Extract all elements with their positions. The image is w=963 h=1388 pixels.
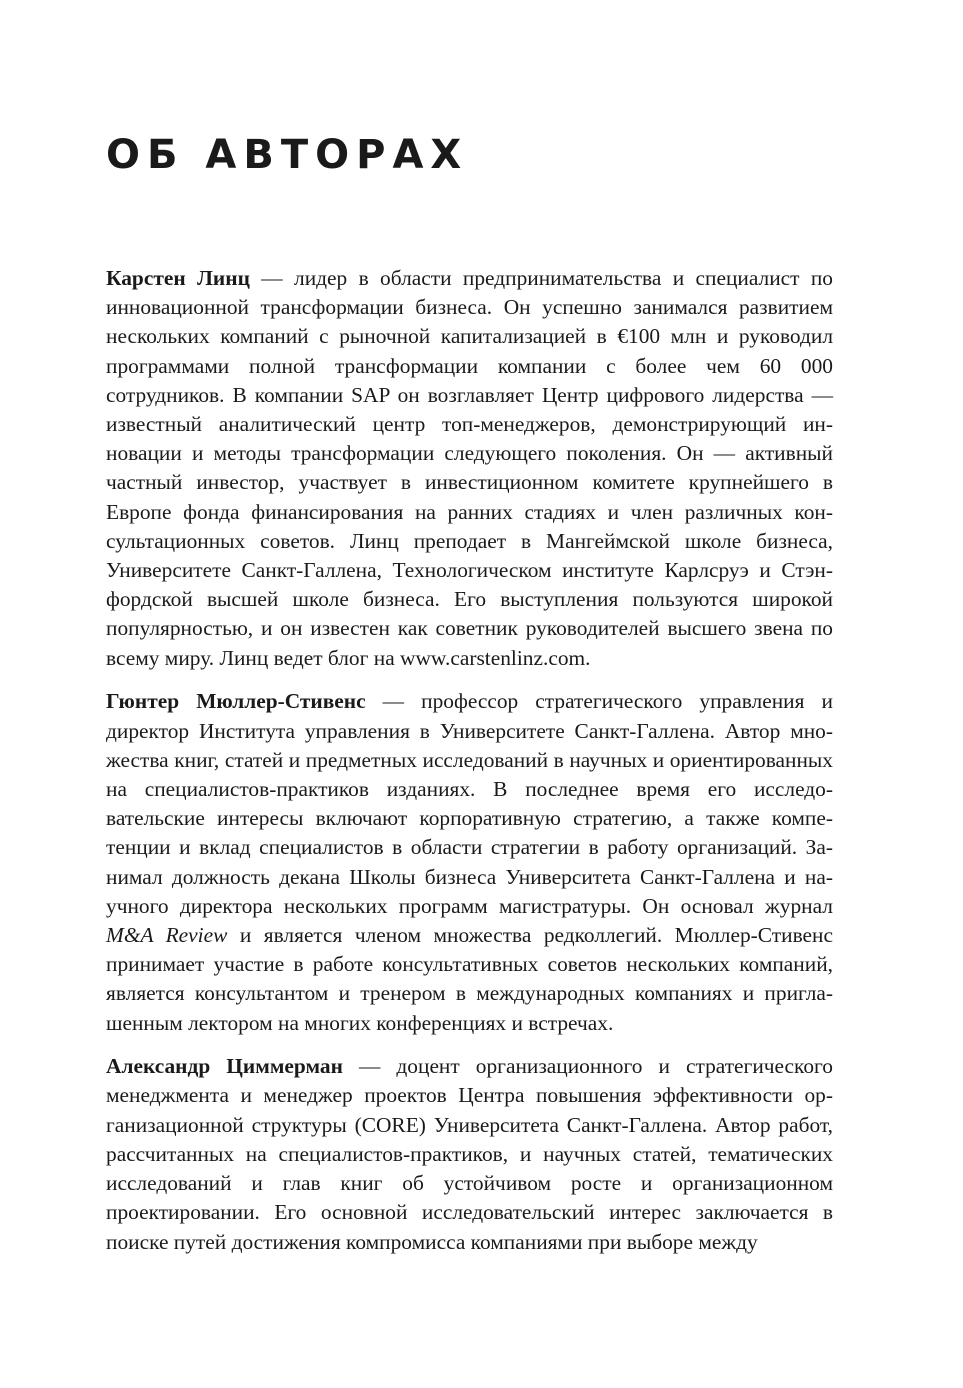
bio-text: — лидер в области предпринимательства и специалист по инновационной трансформации бизнеса. Он успешно занимался развитием нескольких компаний с рыночной капитализацией в €100 млн и руководил программами полной трансформации компании с более чем 60 000 сотрудников. В компании SAP он возглавляет Центр цифрового лидерства — известный аналитический центр топ-менеджеров, демонстрирующий инновации и методы трансформации следующего поколения. Он — активный частный инвестор, участвует в инвестиционном комитете крупнейшего в Европе фонда финансирования на ранних стадиях и член различных консультационных советов. Линц преподает в Мангеймской школе бизнеса, Университете Санкт-Галлена, Технологическом институте Карлсруэ и Стэнфордской высшей школе бизнеса. Его выступления пользуются широкой популярностью, и он известен как советник руководителей высшего звена по всему миру. Линц ведет блог на www.carstenlinz.com. (106, 266, 833, 670)
author-name: Гюнтер Мюллер-Стивенс (106, 689, 366, 714)
bio-paragraph (106, 687, 833, 1037)
bio-text: и является членом множества редколлегий. Мюллер-Стивенс принимает участие в работе консультативных советов нескольких компаний, является консультантом и тренером в международных компаниях и приглашенным лектором на многих конференциях и встречах. (106, 922, 833, 1035)
author-name: Александр Циммерман (106, 1054, 343, 1079)
bio-text: — доцент организационного и стратегического менеджмента и менеджер проектов Центра повышения эффективности организационной структуры (CORE) Университета Санкт-Галлена. Автор работ, рассчитанных на специалистов-практиков, и научных статей, тематических исследований и глав книг об устойчивом росте и организационном проектировании. Его основной исследовательский интерес заключается в поиске путей достижения компромисса компаниями при выборе между (106, 1054, 833, 1254)
page-title: ОБ АВТОРАХ (106, 132, 469, 178)
bios-section (106, 264, 833, 1271)
bio-paragraph (106, 264, 833, 673)
bio-paragraph (106, 1052, 833, 1256)
author-name: Карстен Линц (106, 266, 250, 290)
bio-text: — профессор стратегического управления и директор Института управления в Университете Санкт-Галлена. Автор множества книг, статей и предметных исследований в научных и ориентированных на специалистов-практиков изданиях. В последнее время его исследовательские интересы включают корпоративную стратегию, а также компетенции и вклад специалистов в области стратегии в работу организаций. Занимал должность декана Школы бизнеса Университета Санкт-Галлена и научного директора нескольких программ магистратуры. Он основал журнал (106, 689, 833, 918)
journal-title: M&A Review (106, 922, 228, 947)
